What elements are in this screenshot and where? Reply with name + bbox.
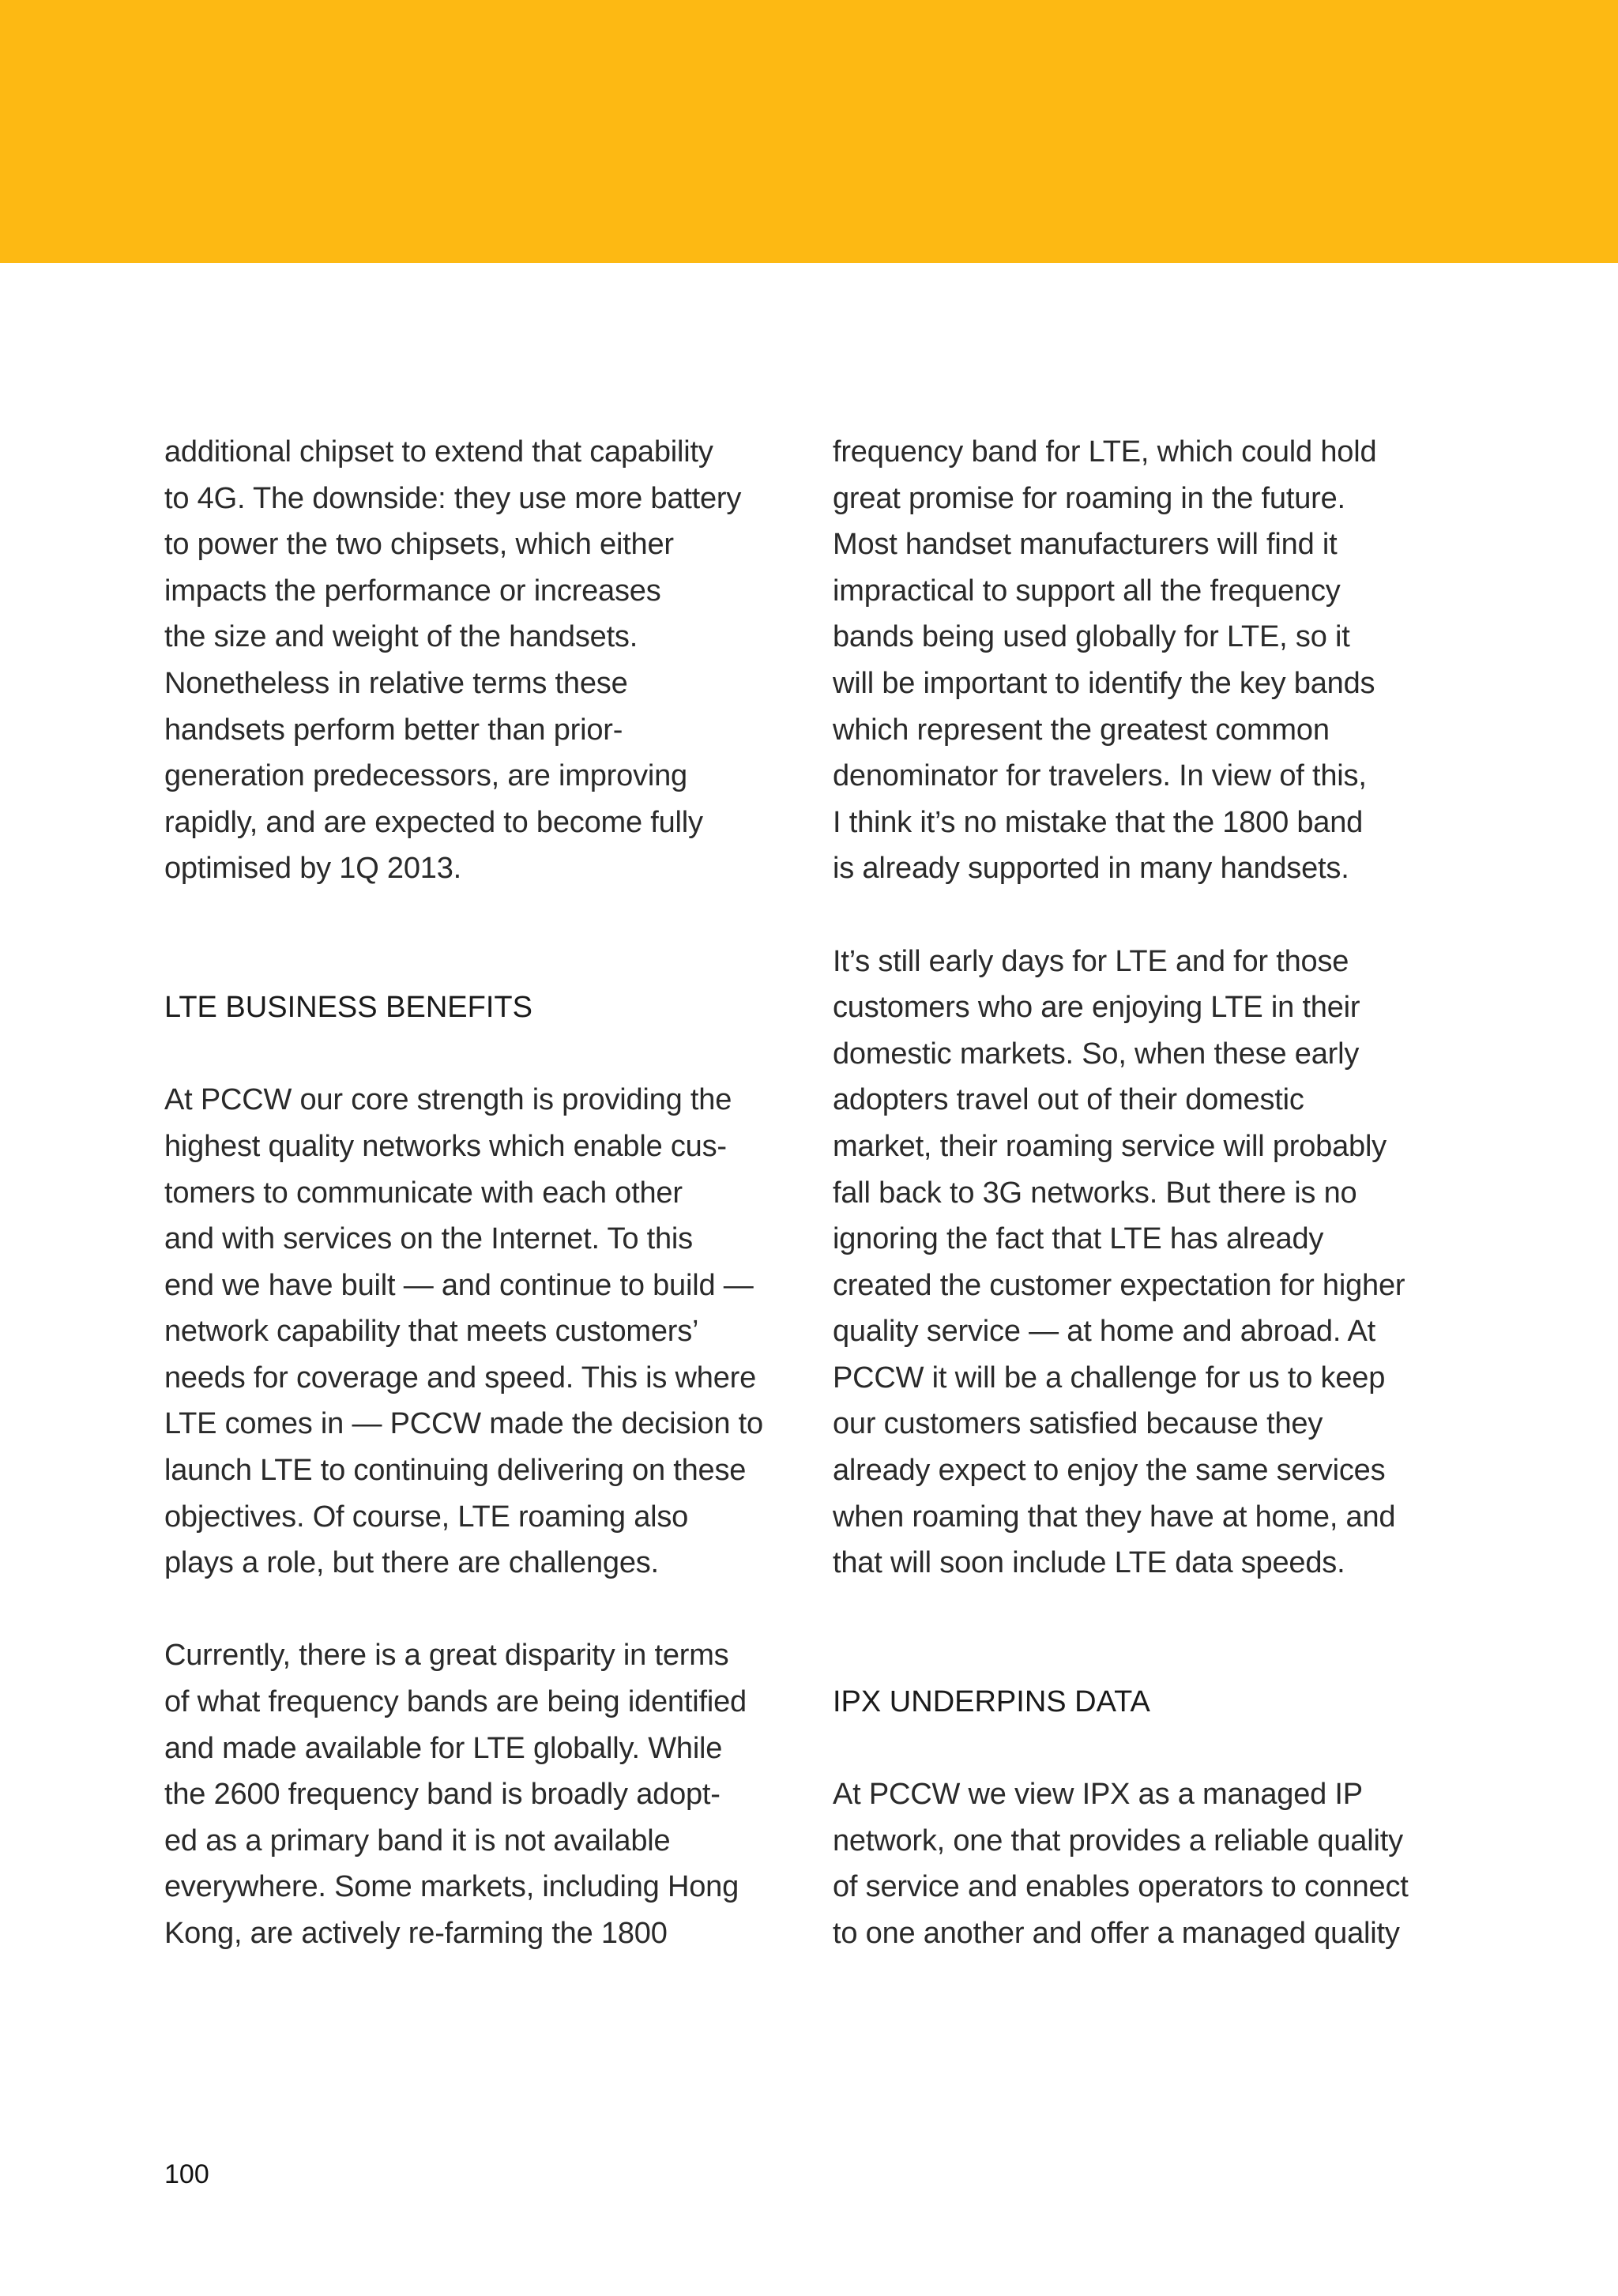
text-line: great promise for roaming in the future. [833,481,1345,515]
paragraph-gap [833,892,1465,939]
text-line: end we have built — and continue to build — [164,1268,754,1302]
section-heading-ipx-underpins-data: IPX UNDERPINS DATA [833,1685,1150,1719]
text-line: ignoring the fact that LTE has already [833,1222,1324,1256]
text-line: impacts the performance or increases [164,574,661,608]
paragraph-gap [833,1726,1465,1772]
text-line: highest quality networks which enable cus- [164,1129,727,1163]
right-column [833,429,1465,1957]
text-line: already expect to enjoy the same services [833,1454,1386,1488]
text-line: PCCW it will be a challenge for us to keep [833,1361,1386,1395]
text-line: Kong, are actively re-farming the 1800 [164,1917,668,1950]
text-line: to one another and offer a managed quality [833,1917,1400,1950]
text-line: quality service — at home and abroad. At [833,1315,1375,1349]
text-line: the 2600 frequency band is broadly adopt- [164,1778,721,1812]
text-line: customers who are enjoying LTE in their [833,991,1360,1025]
text-line: bands being used globally for LTE, so it [833,620,1350,654]
text-line: network, one that provides a reliable quality [833,1824,1403,1858]
text-line: impractical to support all the frequency [833,574,1341,608]
text-line: handsets perform better than prior- [164,713,623,747]
text-line: fall back to 3G networks. But there is no [833,1176,1357,1210]
text-line: and made available for LTE globally. While [164,1731,723,1765]
right-paragraph-3 [833,1771,1465,1956]
text-line: objectives. Of course, LTE roaming also [164,1500,689,1534]
text-line: when roaming that they have at home, and [833,1500,1396,1534]
paragraph-gap [833,1632,1465,1679]
text-line: denominator for travelers. In view of this, [833,759,1367,793]
text-line: and with services on the Internet. To this [164,1222,693,1256]
text-line: everywhere. Some markets, including Hong [164,1870,739,1904]
right-paragraph-2 [833,939,1465,1586]
text-line: rapidly, and are expected to become fully [164,805,703,839]
section-heading-lte-business-benefits: LTE BUSINESS BENEFITS [164,991,532,1025]
text-line: generation predecessors, are improving [164,759,687,793]
text-line: Most handset manufacturers will find it [833,528,1338,562]
text-line: needs for coverage and speed. This is where [164,1361,757,1395]
page-number: 100 [164,2159,209,2189]
text-line: is already supported in many handsets. [833,852,1349,886]
text-line: additional chipset to extend that capability [164,435,713,469]
text-line: of what frequency bands are being identified [164,1685,747,1719]
text-line: which represent the greatest common [833,713,1330,747]
text-line: domestic markets. So, when these early [833,1037,1360,1071]
text-line: plays a role, but there are challenges. [164,1546,659,1580]
right-paragraph-1 [833,429,1465,892]
text-line: to 4G. The downside: they use more battery [164,481,742,515]
text-line: our customers satisfied because they [833,1407,1323,1441]
text-line: of service and enables operators to connect [833,1870,1409,1904]
paragraph-gap [164,939,796,985]
text-line: tomers to communicate with each other [164,1176,683,1210]
paragraph-gap [833,1586,1465,1633]
text-line: will be important to identify the key bands [833,666,1375,700]
text-line: the size and weight of the handsets. [164,620,638,654]
text-line: to power the two chipsets, which either [164,528,674,562]
left-paragraph-1 [164,429,796,892]
text-line: that will soon include LTE data speeds. [833,1546,1345,1580]
text-line: launch LTE to continuing delivering on these [164,1454,747,1488]
left-column [164,429,796,1957]
text-line: ed as a primary band it is not available [164,1824,671,1858]
text-line: optimised by 1Q 2013. [164,852,462,886]
text-line: Nonetheless in relative terms these [164,666,628,700]
text-line: created the customer expectation for higher [833,1268,1405,1302]
text-line: It’s still early days for LTE and for those [833,944,1349,978]
text-line: At PCCW our core strength is providing the [164,1083,732,1117]
text-line: network capability that meets customers’ [164,1315,699,1349]
header-color-band [0,0,1618,263]
text-line: At PCCW we view IPX as a managed IP [833,1778,1363,1812]
left-paragraph-2 [164,1077,796,1586]
text-line: Currently, there is a great disparity in terms [164,1639,729,1673]
text-line: market, their roaming service will probably [833,1129,1387,1163]
text-line: I think it’s no mistake that the 1800 band [833,805,1364,839]
left-paragraph-3 [164,1632,796,1956]
text-line: frequency band for LTE, which could hold [833,435,1377,469]
text-line: adopters travel out of their domestic [833,1083,1304,1117]
text-line: LTE comes in — PCCW made the decision to [164,1407,763,1441]
paragraph-gap [164,1031,796,1078]
paragraph-gap [164,1586,796,1633]
paragraph-gap [164,892,796,939]
